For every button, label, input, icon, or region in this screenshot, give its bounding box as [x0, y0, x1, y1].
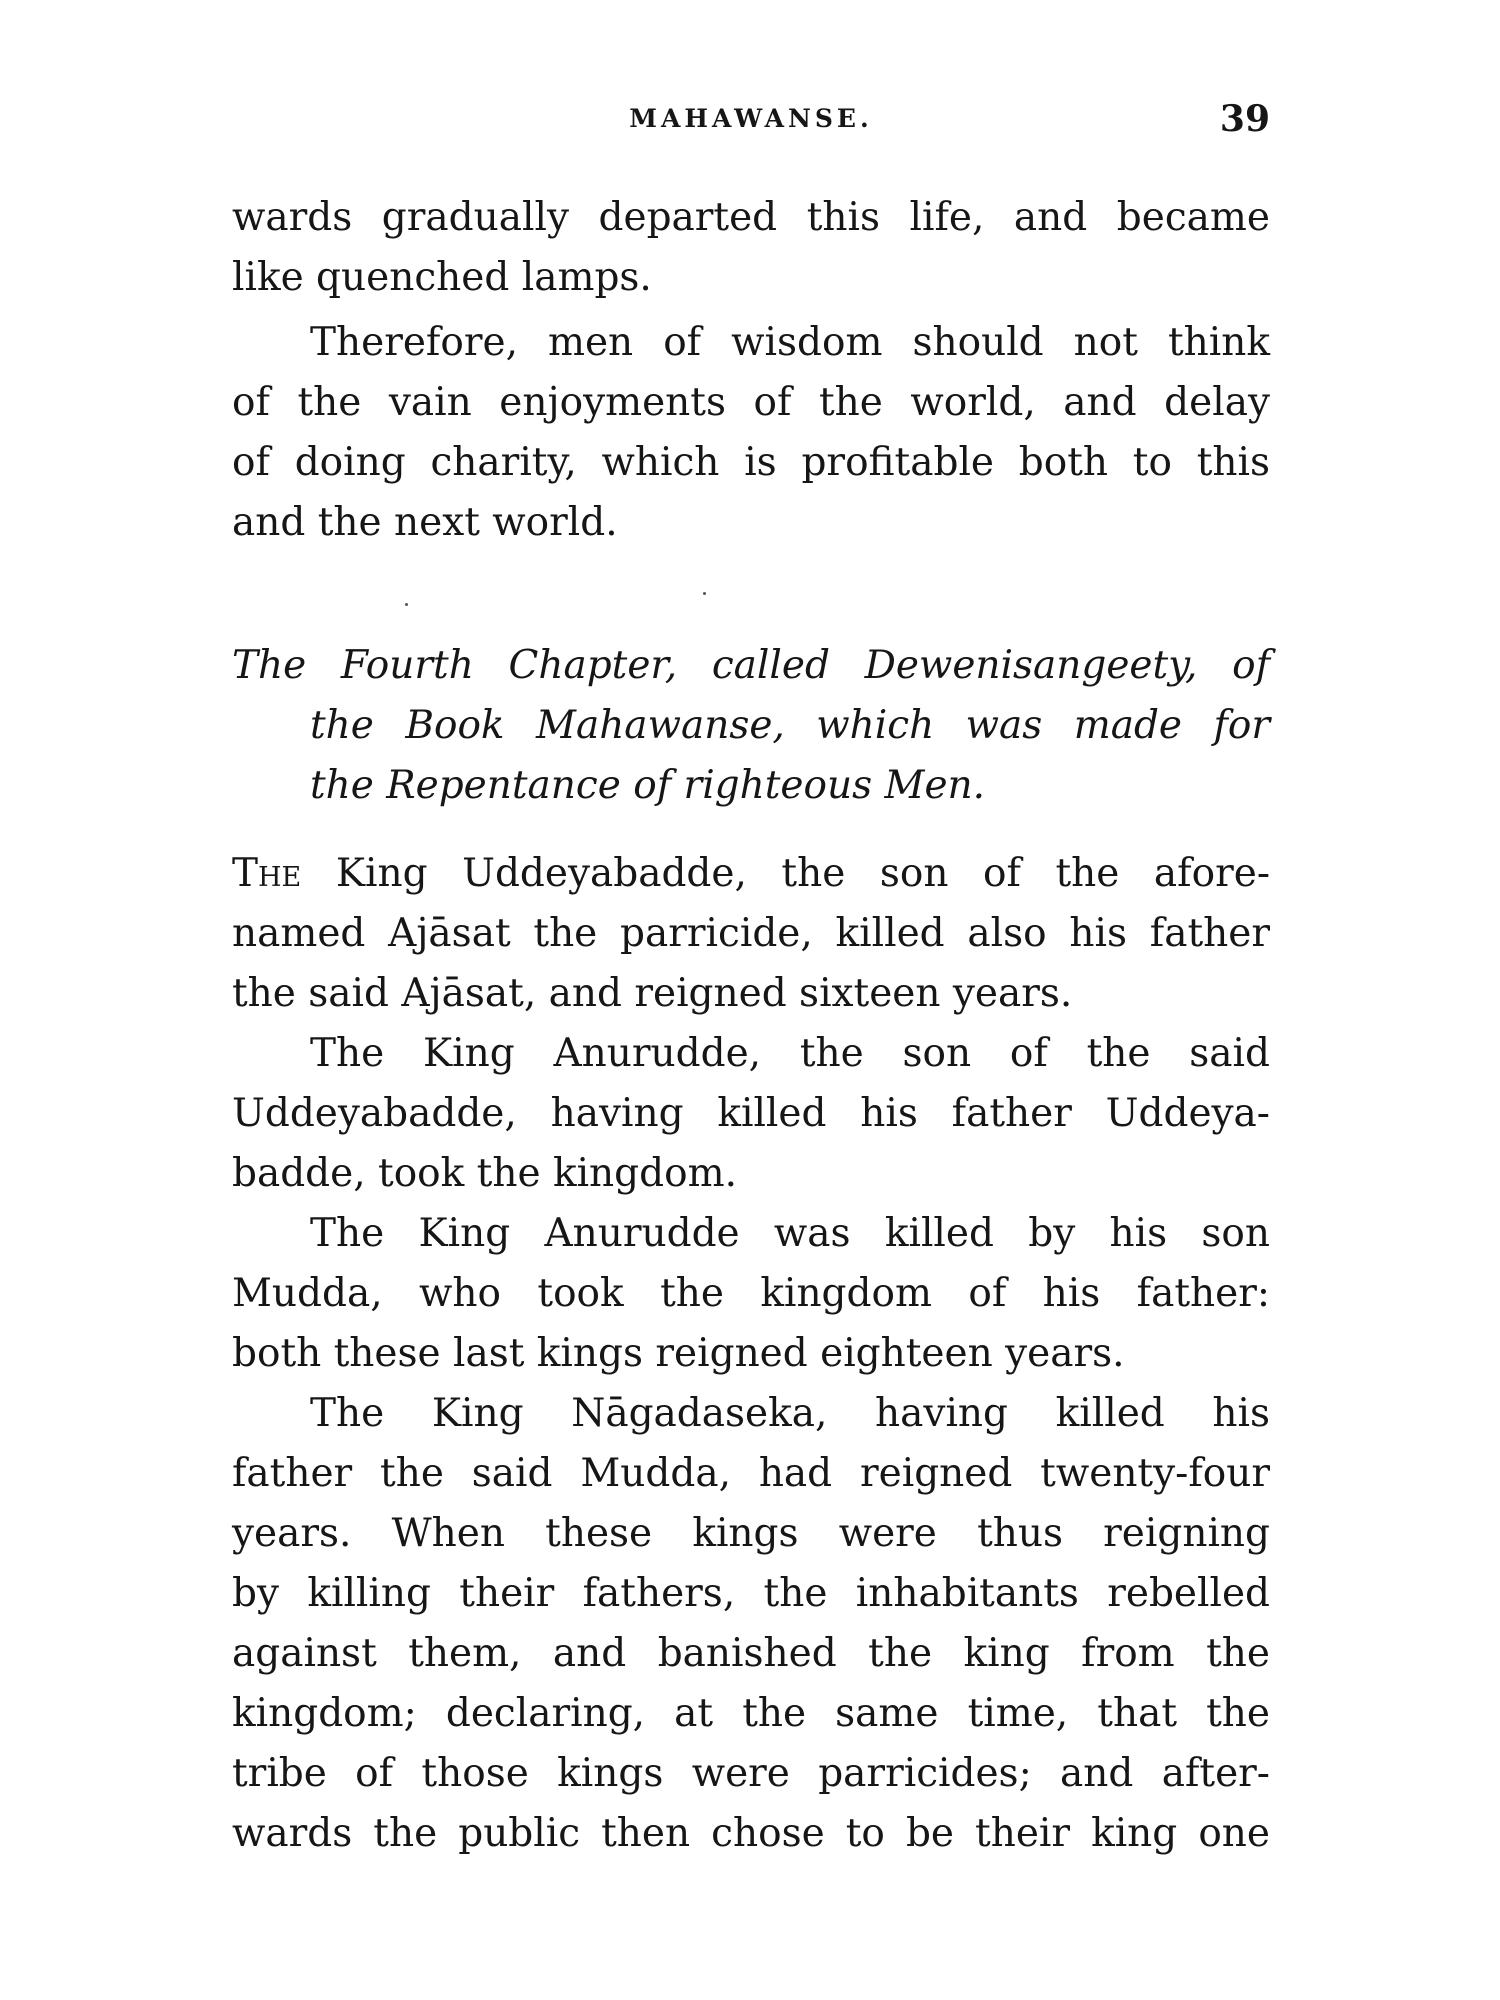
text-line: both these last kings reigned eighteen years.	[232, 1331, 1125, 1376]
chapter-heading	[232, 636, 1270, 816]
text-line: kingdom; declaring, at the same time, that the	[232, 1691, 1270, 1736]
text-line: like quenched lamps.	[232, 255, 652, 300]
text-line: The King Anurudde was killed by his son	[310, 1211, 1270, 1256]
heading-line: The Fourth Chapter, called Dewenisangeety, of	[232, 643, 1270, 688]
body-text	[232, 844, 1270, 1864]
opening-word: The	[232, 851, 302, 896]
intro-paragraph-1	[232, 188, 1270, 308]
text-line: Uddeyabadde, having killed his father Uddeya-	[232, 1091, 1270, 1136]
text-line: wards gradually departed this life, and became	[232, 195, 1270, 240]
text-line	[232, 844, 1270, 904]
intro-paragraph-2	[232, 313, 1270, 553]
text-line: of doing charity, which is profitable both to this	[232, 440, 1270, 485]
text-line: wards the public then chose to be their king one	[232, 1811, 1270, 1856]
text-line: of the vain enjoyments of the world, and delay	[232, 380, 1270, 425]
text-line: years. When these kings were thus reigning	[232, 1511, 1270, 1556]
text-line: by killing their fathers, the inhabitants rebelled	[232, 1571, 1270, 1616]
heading-line: the Book Mahawanse, which was made for	[310, 703, 1270, 748]
text-line: against them, and banished the king from the	[232, 1631, 1270, 1676]
text-line: the said Ajāsat, and reigned sixteen years.	[232, 971, 1073, 1016]
text-line: father the said Mudda, had reigned twenty-four	[232, 1451, 1270, 1496]
text-line: Mudda, who took the kingdom of his father:	[232, 1271, 1270, 1316]
page-number: 39	[1219, 98, 1270, 140]
text-line: and the next world.	[232, 500, 618, 545]
text-line: named Ajāsat the parricide, killed also his father	[232, 911, 1270, 956]
running-header	[232, 98, 1270, 142]
heading-line: the Repentance of righteous Men.	[310, 763, 986, 808]
text-line: The King Anurudde, the son of the said	[310, 1031, 1270, 1076]
text-line: The King Nāgadaseka, having killed his	[310, 1391, 1270, 1436]
text-line: badde, took the kingdom.	[232, 1151, 737, 1196]
text-line: Therefore, men of wisdom should not think	[310, 320, 1270, 365]
text-line-rest: King Uddeyabadde, the son of the afore-	[301, 851, 1270, 896]
running-title: MAHAWANSE.	[629, 104, 873, 133]
text-line: tribe of those kings were parricides; and after-	[232, 1751, 1270, 1796]
